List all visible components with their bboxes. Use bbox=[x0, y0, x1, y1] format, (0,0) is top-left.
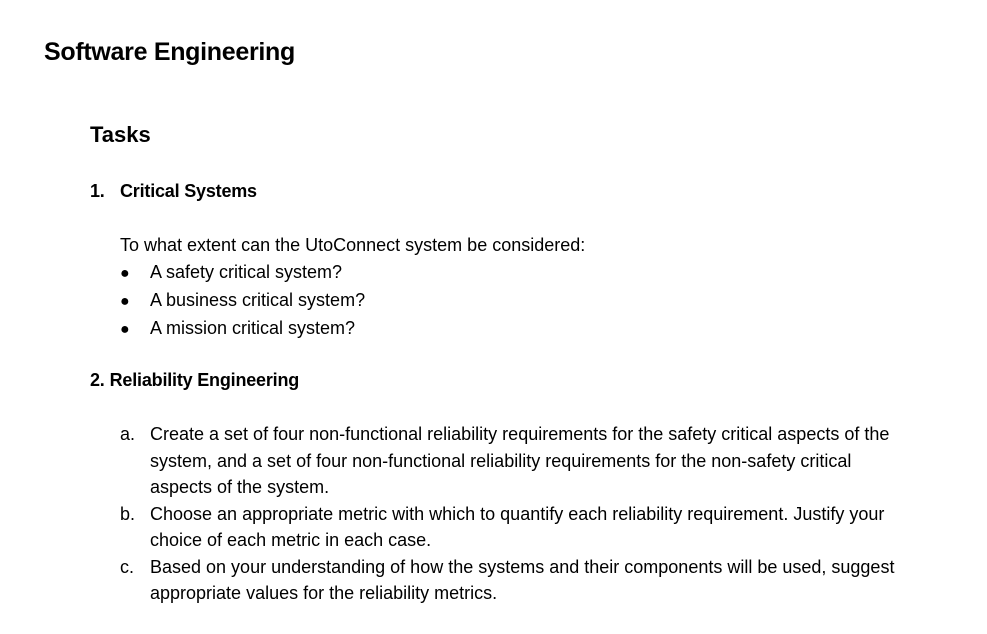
item-text: Create a set of four non-functional reliability requirements for the safety critical aspects of the system, and a set of four non-functional reliability requirements for the non-safety critical aspects of the system. bbox=[150, 424, 890, 497]
item-letter: c. bbox=[120, 556, 135, 577]
list-item bbox=[120, 501, 910, 554]
task-2-heading bbox=[90, 370, 299, 391]
bullet-text: A mission critical system? bbox=[150, 318, 356, 338]
bullet-icon: ● bbox=[120, 321, 130, 338]
list-item bbox=[120, 421, 910, 501]
bullet-text: A business critical system? bbox=[150, 290, 366, 310]
bullet-icon: ● bbox=[120, 265, 130, 282]
task-2-title: Reliability Engineering bbox=[109, 370, 300, 390]
document-title: Software Engineering bbox=[44, 38, 295, 66]
list-item bbox=[120, 287, 365, 315]
list-item bbox=[120, 554, 910, 607]
list-item bbox=[120, 259, 365, 287]
task-2-item-list bbox=[120, 421, 910, 607]
task-2-number: 2. bbox=[90, 370, 105, 390]
item-letter: b. bbox=[120, 503, 136, 524]
task-1-bullet-list bbox=[120, 259, 365, 343]
task-1-intro: To what extent can the UtoConnect system be considered: bbox=[120, 235, 586, 255]
tasks-heading: Tasks bbox=[90, 122, 151, 147]
list-item bbox=[120, 315, 365, 343]
task-1-title: Critical Systems bbox=[120, 181, 257, 201]
item-text: Choose an appropriate metric with which to quantify each reliability requirement. Justify your choice of each metric in each case. bbox=[150, 503, 885, 550]
task-1-number: 1. bbox=[90, 181, 105, 201]
bullet-icon: ● bbox=[120, 293, 130, 310]
bullet-text: A safety critical system? bbox=[150, 262, 343, 282]
task-1-heading bbox=[90, 181, 257, 202]
item-letter: a. bbox=[120, 424, 136, 444]
item-text: Based on your understanding of how the systems and their components will be used, suggest appropriate values for the reliability metrics. bbox=[150, 556, 895, 603]
